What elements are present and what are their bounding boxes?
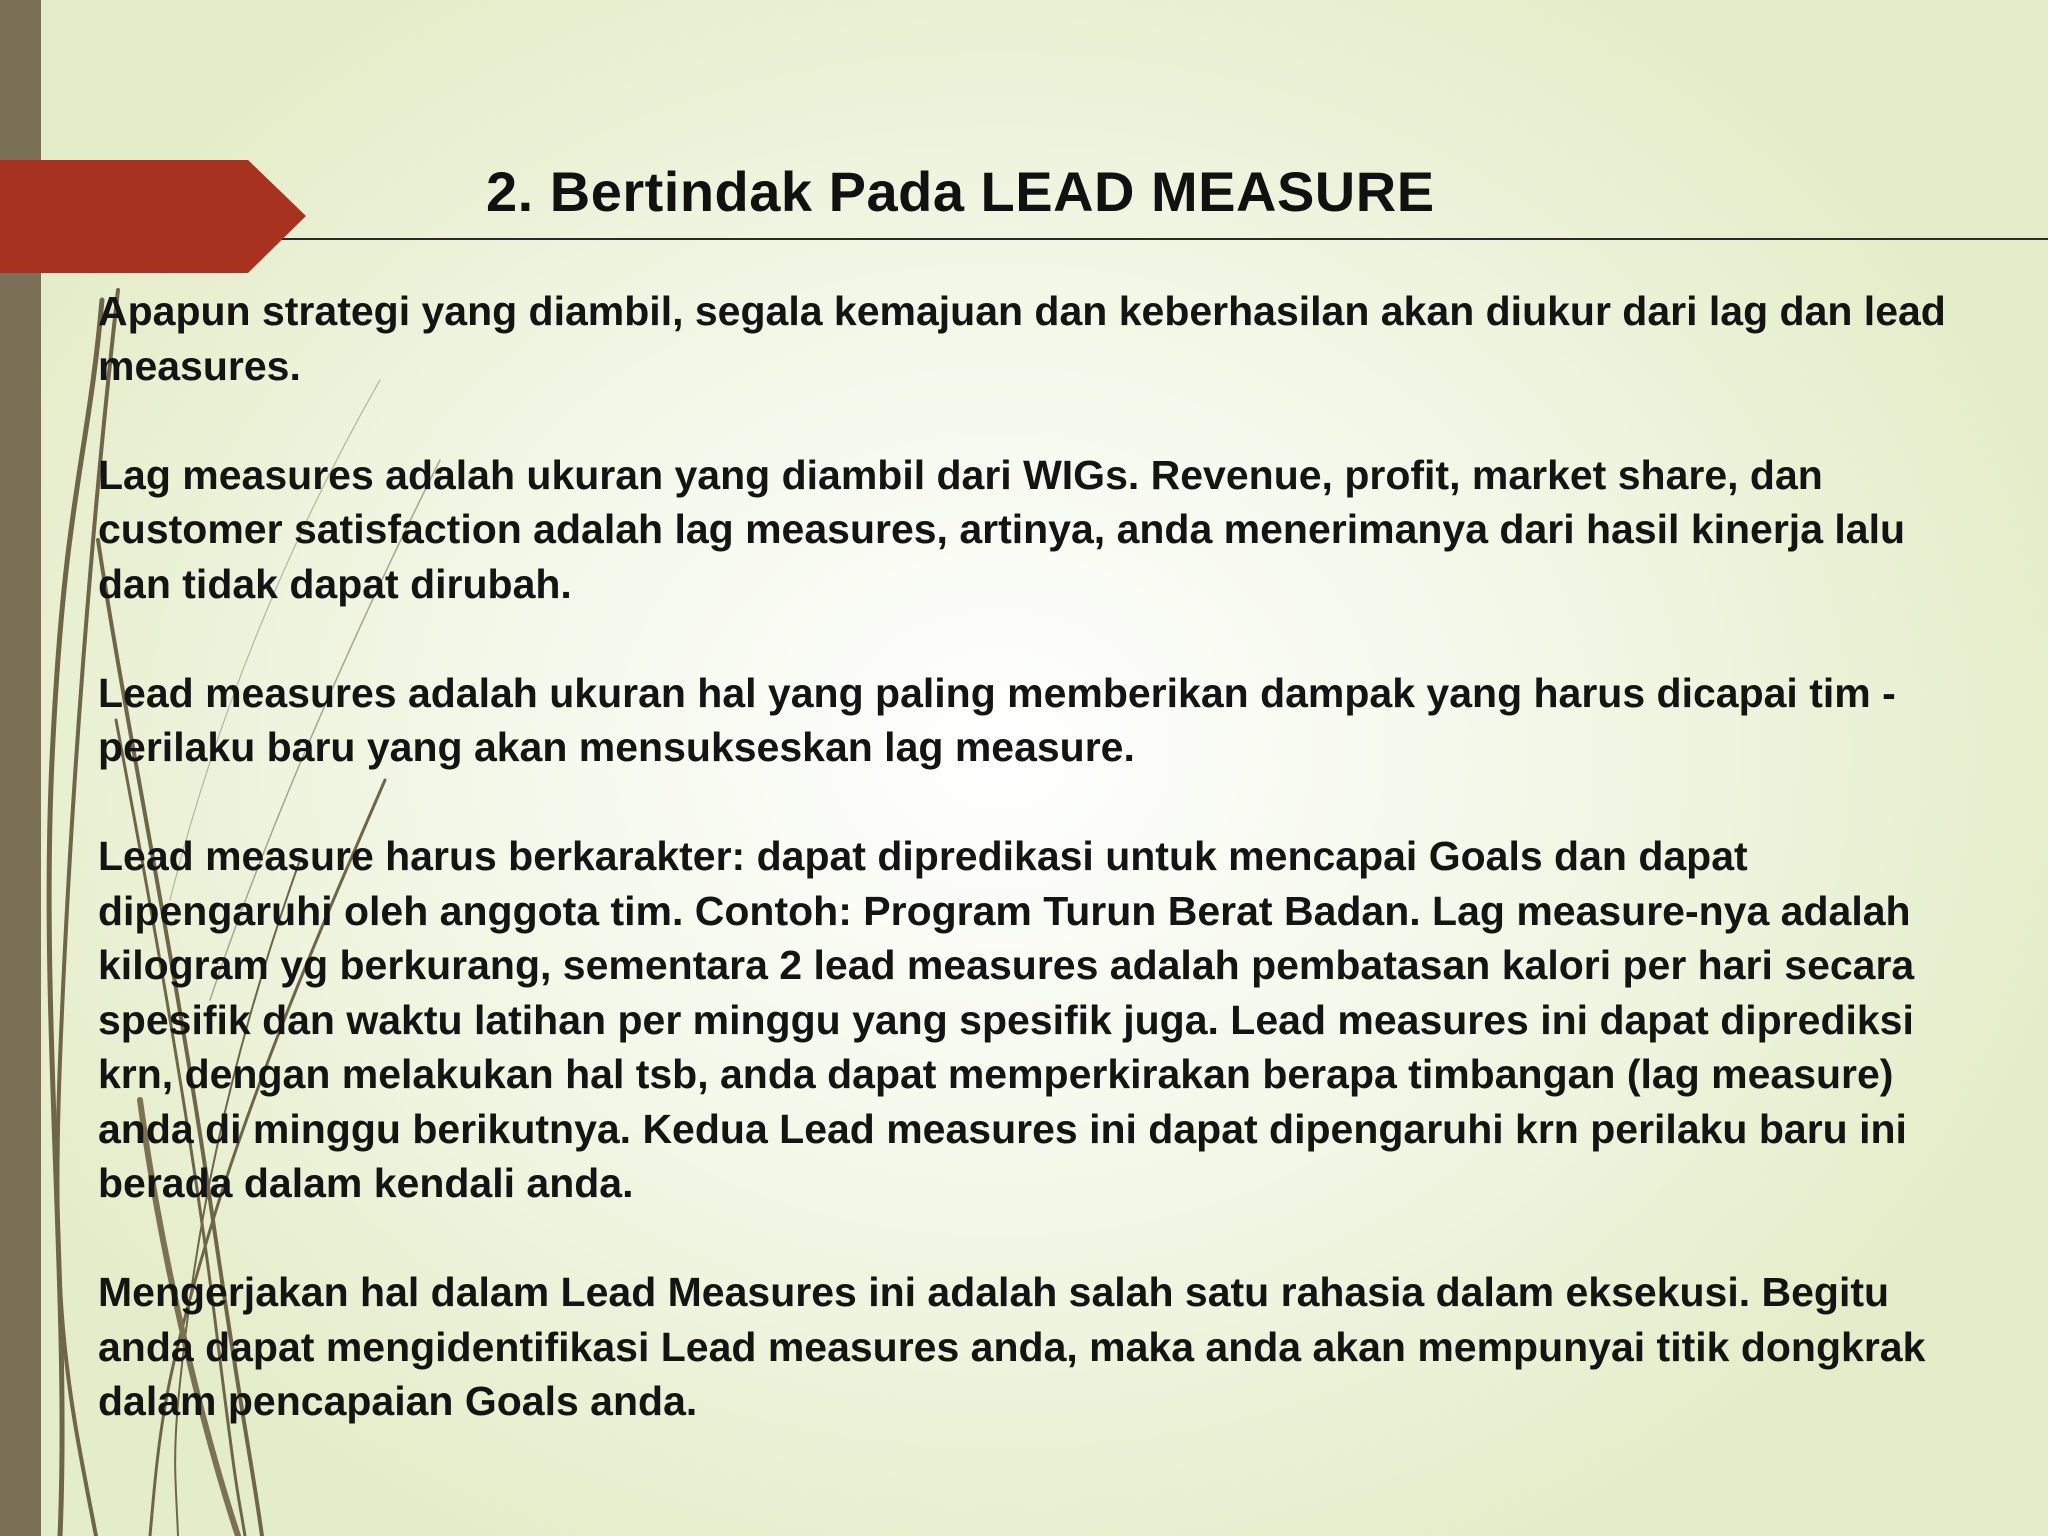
slide-body (98, 284, 1978, 1429)
paragraph-lag-measures: Lag measures adalah ukuran yang diambil dari WIGs. Revenue, profit, market share, dan customer satisfaction adalah lag measures, artinya, anda menerimanya dari hasil kinerja lalu dan tidak dapat dirubah. (98, 451, 1906, 607)
paragraph-conclusion: Mengerjakan hal dalam Lead Measures ini adalah salah satu rahasia dalam eksekusi. Begitu anda dapat mengidentifikasi Lead measures anda, maka anda akan mempunyai titik dongkrak dalam pencapaian Goals anda. (98, 1269, 1926, 1424)
slide-title: 2. Bertindak Pada LEAD MEASURE (486, 160, 1435, 223)
paragraph-lead-measures: Lead measures adalah ukuran hal yang paling memberikan dampak yang harus dicapai tim - perilaku baru yang akan mensukseskan lag measure. (98, 669, 1896, 770)
paragraph-lead-measure-example: Lead measure harus berkarakter: dapat dipredikasi untuk mencapai Goals dan dapat dipengaruhi oleh anggota tim. Contoh: Program Turun Berat Badan. Lag measure-nya adalah kilogram yg berkurang, sementara 2 lead measures adalah pembatasan kalori per hari secara spesifik dan waktu latihan per minggu yang spesifik juga. Lead measures ini dapat diprediksi krn, dengan melakukan hal tsb, anda dapat memperkirakan berapa timbangan (lag measure) anda di minggu berikutnya. Kedua Lead measures ini dapat dipengaruhi krn perilaku baru ini berada dalam kendali anda. (98, 833, 1915, 1206)
title-arrow-banner (0, 160, 310, 273)
paragraph-intro: Apapun strategi yang diambil, segala kemajuan dan keberhasilan akan diukur dari lag dan lead measures. (98, 288, 1946, 389)
